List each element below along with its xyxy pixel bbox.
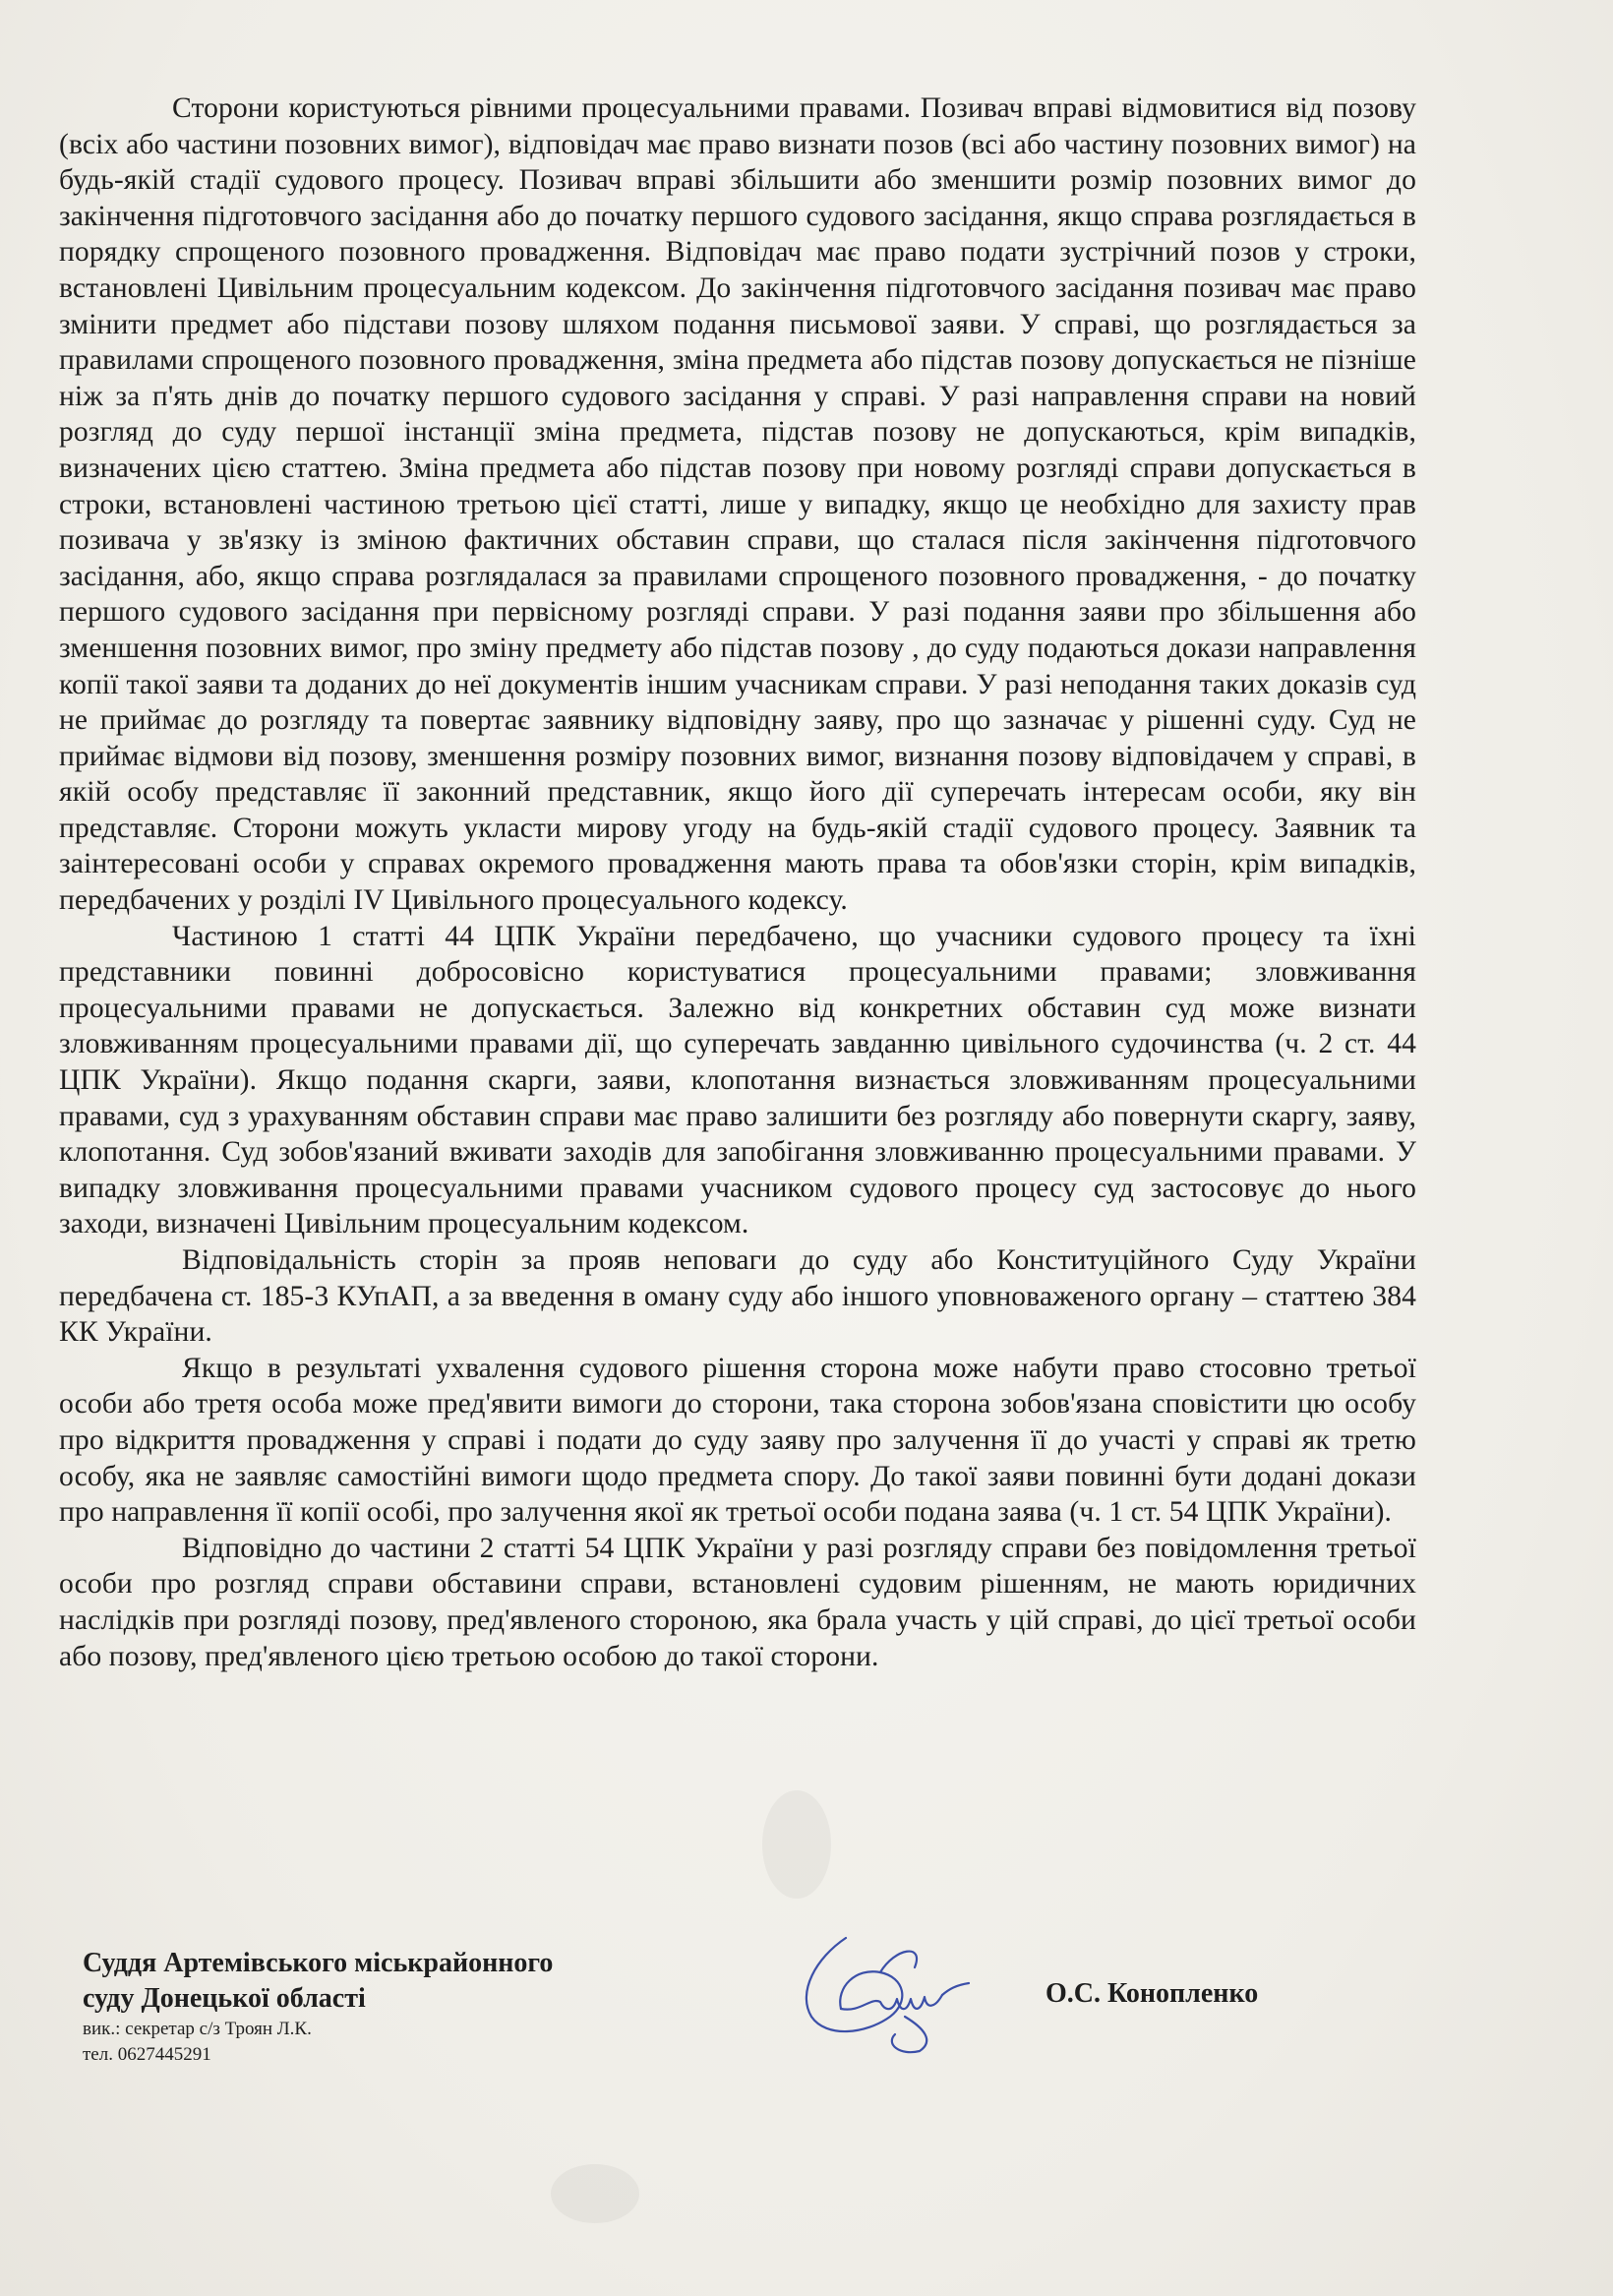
paragraph-third-party-notice: Якщо в результаті ухвалення судового рішення сторона може набути право стосовно третьої особи або третя особа може пред'явити вимоги до сторони, така сторона зобов'язана сповістити цю особу про відкриття провадження у справі і подати до суду заяву про залучення її до участі у справі як третю особу, яка не заявляє самостійні вимоги щодо предмета спору. До такої заяви повинні бути додані докази про направлення її копії особі, про залучення якої як третьої особи подана заява (ч. 1 ст. 54 ЦПК України). [59, 1352, 1416, 1529]
judge-position-line1: Суддя Артемівського міськрайонного [83, 1948, 554, 1978]
signature-block-left [83, 1946, 712, 2068]
paragraph-abuse-of-rights: Частиною 1 статті 44 ЦПК України передбачено, що учасники судового процесу та їхні представники повинні добросовісно користуватися процесуальними правами; зловживання процесуальними правами не допускається. Залежно від конкретних обставин суд може визнати зловживанням процесуальними правами дії, що суперечать завданню цивільного судочинства (ч. 2 ст. 44 ЦПК України). Якщо подання скарги, заяви, клопотання визнається зловживанням процесуальними правами, суд з урахуванням обставин справи має право залишити без розгляду або повернути скаргу, заяву, клопотання. Суд зобов'язаний вживати заходів для запобігання зловживанню процесуальними правами. У випадку зловживання процесуальними правами учасником судового процесу суд застосовує до нього заходи, визначені Цивільним процесуальним кодексом. [59, 920, 1416, 1240]
paragraph-third-party-consequences: Відповідно до частини 2 статті 54 ЦПК України у разі розгляду справи без повідомлення третьої особи про розгляд справи обставини справи, встановлені судовим рішенням, не мають юридичних наслідків при розгляді позову, пред'явленого стороною, яка брала участь у цій справі, до цієї третьої особи або позову, пред'явленого цією третьою особою до такої сторони. [59, 1532, 1416, 1672]
document-body [59, 91, 1416, 1674]
paper-smudge [551, 2164, 639, 2223]
judge-name: О.С. Конопленко [1045, 1978, 1259, 2009]
paper-smudge [762, 1790, 831, 1899]
executor-note: вик.: секретар с/з Троян Л.К. [83, 2019, 312, 2039]
phone-note: тел. 0627445291 [83, 2044, 211, 2065]
paragraph-liability: Відповідальність сторін за прояв неповаги до суду або Конституційного Суду України передбачена ст. 185-3 КУпАП, а за введення в оману суду або іншого уповноваженого органу – статтею 384 КК України. [59, 1244, 1416, 1349]
paragraph-procedural-rights: Сторони користуються рівними процесуальними правами. Позивач вправі відмовитися від позову (всіх або частини позовних вимог), відповідач має право визнати позов (всі або частину позовних вимог) на будь-якій стадії судового процесу. Позивач вправі збільшити або зменшити розмір позовних вимог до закінчення підготовчого засідання або до початку першого судового засідання, якщо справа розглядається в порядку спрощеного позовного провадження. Відповідач має право подати зустрічний позов у строки, встановлені Цивільним процесуальним кодексом. До закінчення підготовчого засідання позивач має право змінити предмет або підстави позову шляхом подання письмової заяви. У справі, що розглядається за правилами спрощеного позовного провадження, зміна предмета або підстав позову допускається не пізніше ніж за п'ять днів до початку першого судового засідання у справі. У разі направлення справи на новий розгляд до суду першої інстанції зміна предмета, підстав позову не допускаються, крім випадків, визначених цією статтею. Зміна предмета або підстав позову при новому розгляді справи допускається в строки, встановлені частиною третьою цієї статті, лише у випадку, якщо це необхідно для захисту прав позивача у зв'язку із зміною фактичних обставин справи, що сталася після закінчення підготовчого засідання, або, якщо справа розглядалася за правилами спрощеного позовного провадження, - до початку першого судового засідання при первісному розгляді справи. У разі подання заяви про збільшення або зменшення позовних вимог, про зміну предмету або підстав позову , до суду подаються докази направлення копії такої заяви та доданих до неї документів іншим учасникам справи. У разі неподання таких доказів суд не приймає до розгляду та повертає заявнику відповідну заяву, про що зазначає у рішенні суду. Суд не приймає відмови від позову, зменшення розміру позовних вимог, визнання позову відповідачем у справі, в якій особу представляє її законний представник, якщо його дії суперечать інтересам особи, яку він представляє. Сторони можуть укласти мирову угоду на будь-якій стадії судового процесу. Заявник та заінтересовані особи у справах окремого провадження мають права та обов'язки сторін, крім випадків, передбачених у розділі IV Цивільного процесуального кодексу. [59, 92, 1416, 917]
handwritten-signature-icon [787, 1918, 984, 2056]
judge-position-line2: суду Донецької області [83, 1983, 366, 2014]
